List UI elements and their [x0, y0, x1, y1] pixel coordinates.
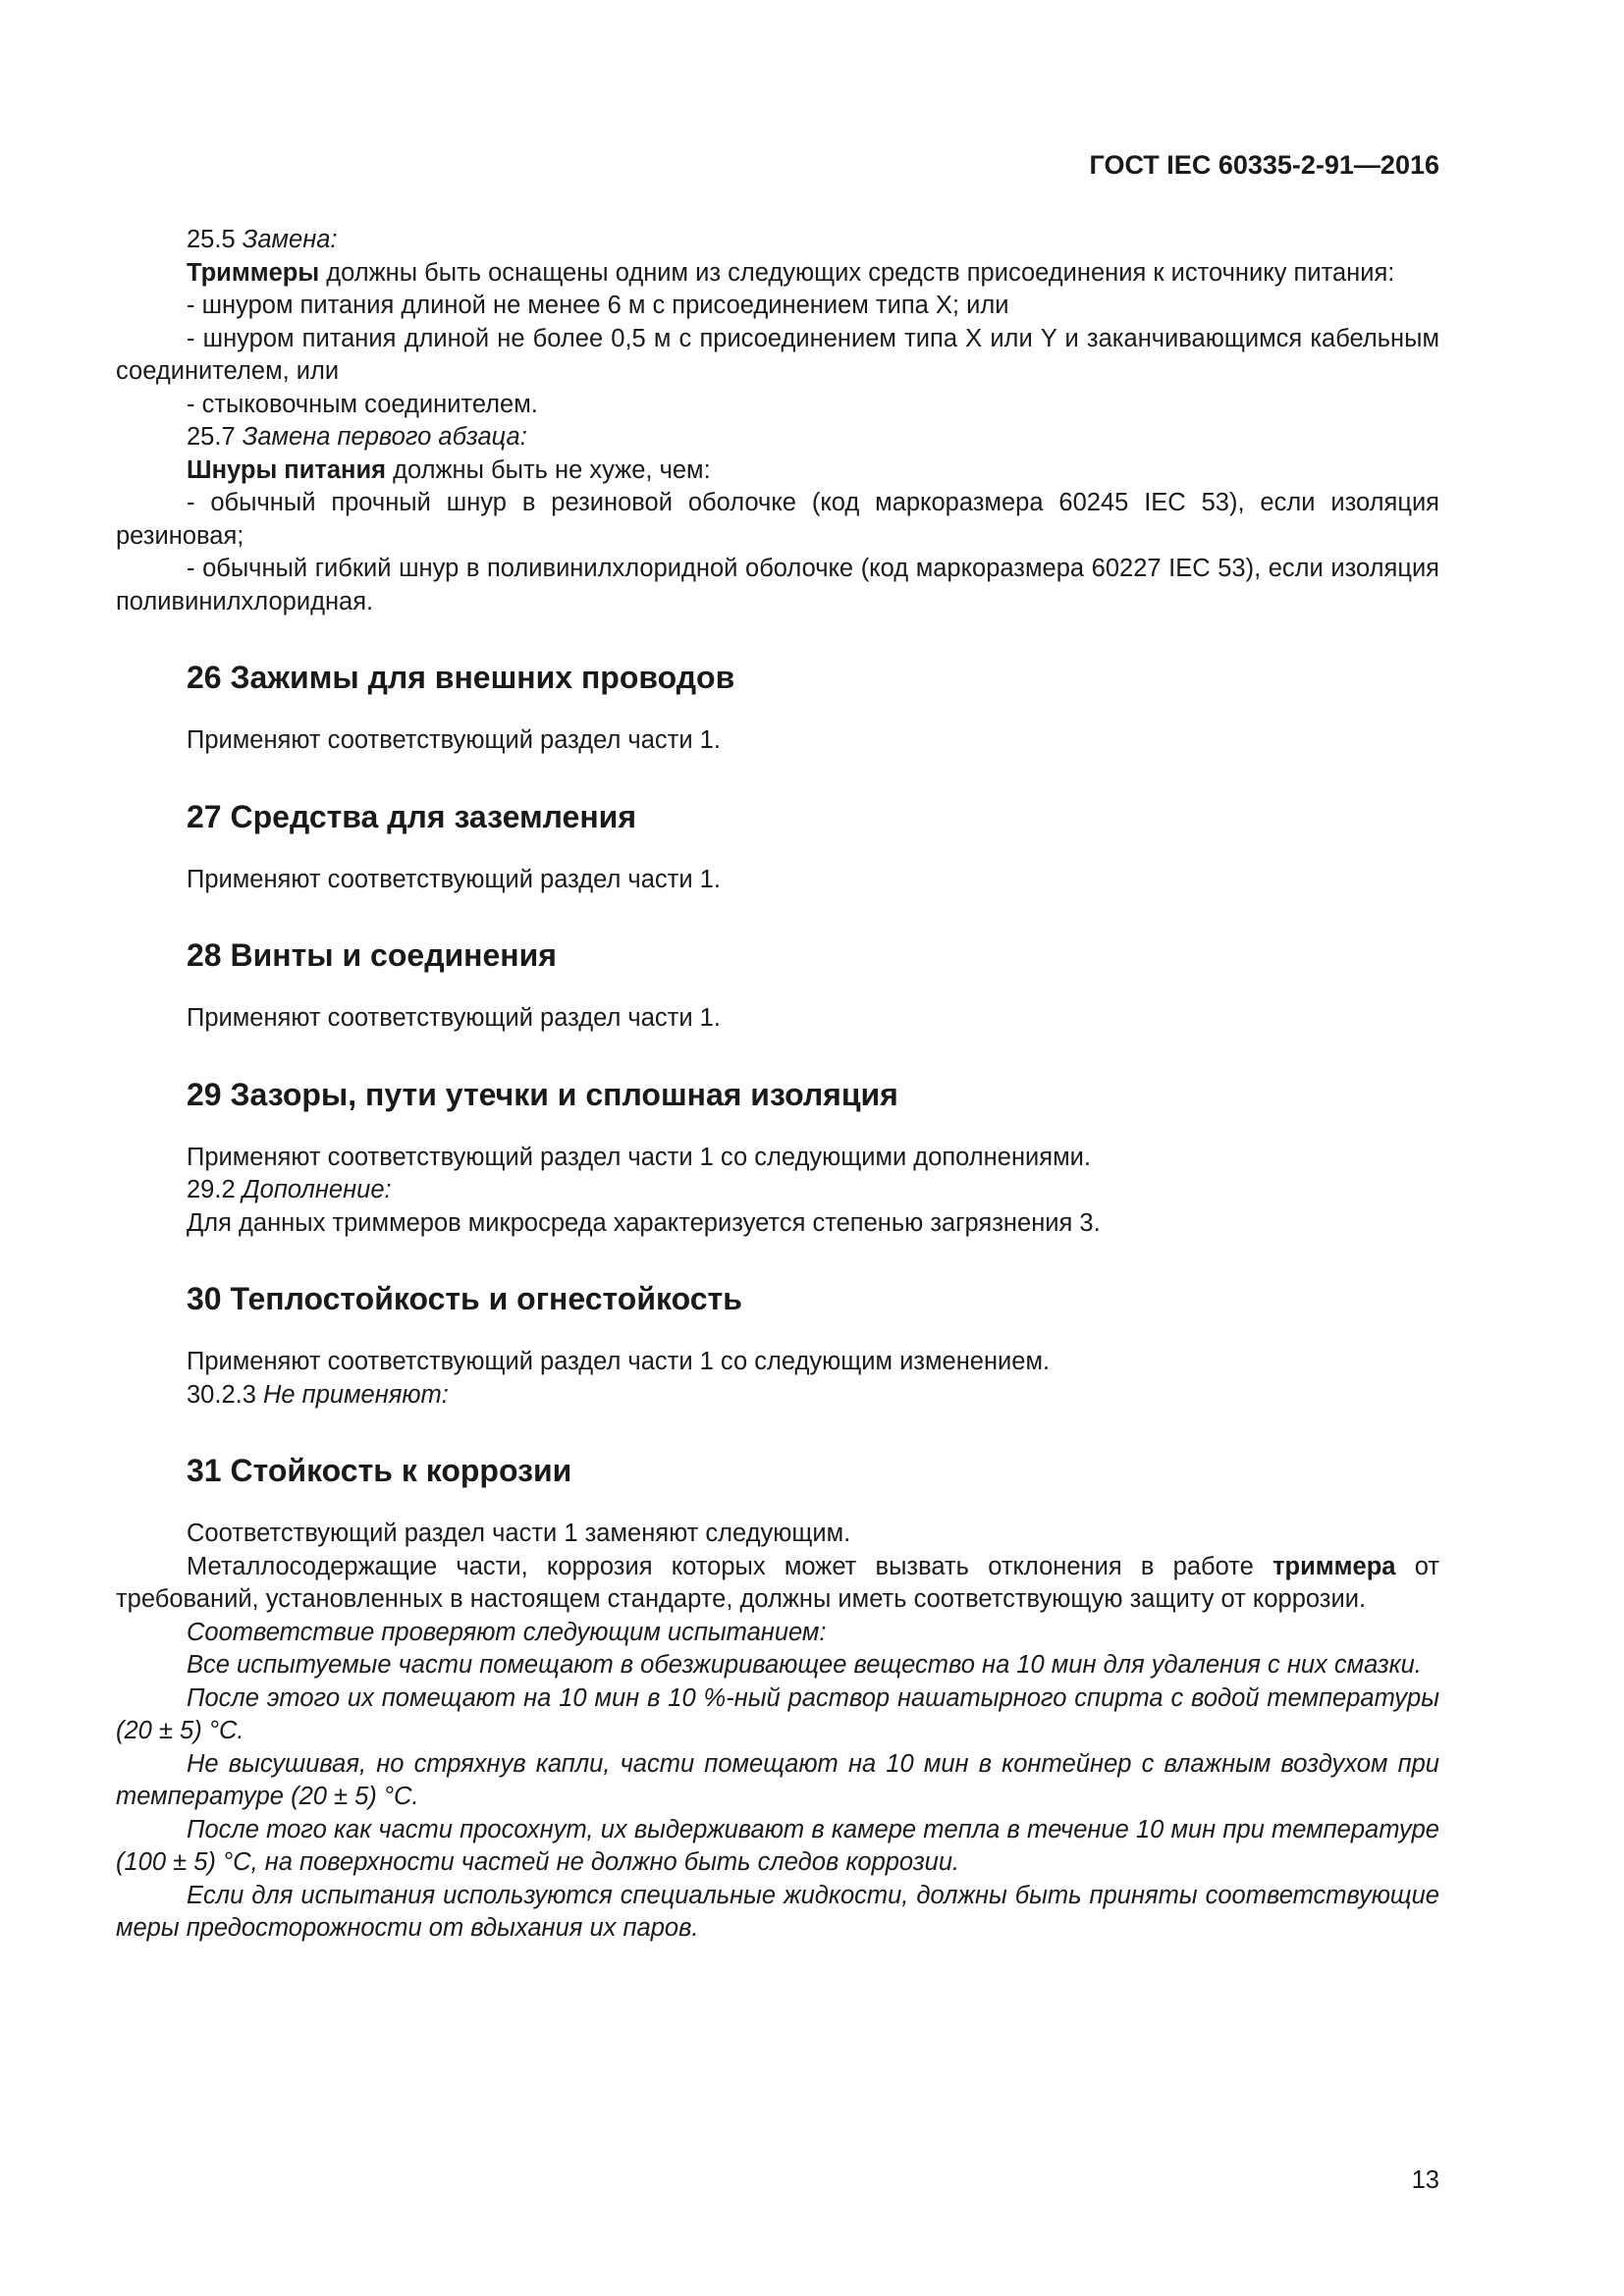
term-bold: Триммеры [187, 258, 320, 287]
section-29-text: Применяют соответствующий раздел части 1 со следующими дополнениями. [187, 1143, 1091, 1171]
paragraph-cords [116, 454, 1439, 488]
section-30-heading: 30 Теплостойкость и огнестойкость [187, 1281, 742, 1316]
clause-note: Не применяют: [262, 1380, 449, 1409]
clause-number: 25.7 [187, 423, 243, 451]
list-item: - шнуром питания длиной не более 0,5 м с присоединением типа X или Y и заканчивающимся кабельным соединителем, или [116, 324, 1439, 385]
list-item: - стыковочным соединителем. [187, 390, 538, 418]
section-26-heading: 26 Зажимы для внешних проводов [187, 660, 735, 695]
paragraph-text: от требований, установленных в настоящем стандарте, должны иметь соответствующую защиту от коррозии. [116, 1552, 1440, 1613]
section-31-paragraph [116, 1551, 1439, 1617]
clause-note: Замена: [242, 226, 338, 253]
clause-number: 30.2.3 [187, 1380, 263, 1409]
section-28-text: Применяют соответствующий раздел части 1. [187, 1004, 721, 1032]
term-bold: триммера [1272, 1552, 1396, 1580]
section-30-text: Применяют соответствующий раздел части 1 со следующим изменением. [187, 1348, 1051, 1375]
page-number: 13 [1411, 2166, 1439, 2194]
paragraph-text: должны быть не хуже, чем: [386, 455, 711, 484]
clause-30-2-3 [116, 1379, 1439, 1413]
section-28-heading: 28 Винты и соединения [187, 937, 557, 973]
document-body [116, 224, 1439, 1946]
clause-number: 29.2 [187, 1176, 243, 1203]
document-id-header: ГОСТ IEC 60335-2-91—2016 [1089, 150, 1439, 180]
test-paragraph: Если для испытания используются специальные жидкости, должны быть приняты соответствующие меры предосторожности от вдыхания их паров. [116, 1881, 1439, 1942]
clause-number: 25.5 [187, 226, 243, 253]
section-31-heading: 31 Стойкость к коррозии [187, 1453, 572, 1488]
clause-25-5 [116, 224, 1439, 257]
list-item: - обычный гибкий шнур в поливинилхлоридной оболочке (код маркоразмера 60227 IEC 53), если изоляция поливинилхлоридная. [116, 555, 1439, 615]
paragraph-text: должны быть оснащены одним из следующих средств присоединения к источнику питания: [319, 258, 1395, 287]
test-paragraph: После этого их помещают на 10 мин в 10 %-ный раствор нашатырного спирта с водой температуры (20 ± 5) °С. [116, 1683, 1439, 1744]
test-paragraph: После того как части просохнут, их выдерживают в камере тепла в течение 10 мин при температуре (100 ± 5) °С, на поверхности частей не должно быть следов коррозии. [116, 1815, 1439, 1876]
section-29-text-2: Для данных триммеров микросреда характеризуется степенью загрязнения 3. [187, 1208, 1101, 1237]
term-bold: Шнуры питания [187, 455, 387, 484]
clause-note: Дополнение: [242, 1176, 392, 1203]
section-26-text: Применяют соответствующий раздел части 1. [187, 726, 721, 754]
list-item: - обычный прочный шнур в резиновой оболочке (код маркоразмера 60245 IEC 53), если изоляция резиновая; [116, 489, 1439, 550]
clause-29-2 [116, 1174, 1439, 1207]
list-item: - шнуром питания длиной не менее 6 м с присоединением типа X; или [187, 292, 1009, 319]
section-29-heading: 29 Зазоры, пути утечки и сплошная изоляция [187, 1076, 898, 1112]
test-paragraph: Все испытуемые части помещают в обезжиривающее вещество на 10 мин для удаления с них смазки. [187, 1651, 1422, 1679]
section-31-text: Соответствующий раздел части 1 заменяют следующим. [187, 1520, 851, 1547]
test-paragraph: Не высушивая, но стряхнув капли, части помещают на 10 мин в контейнер с влажным воздухом при температуре (20 ± 5) °С. [116, 1749, 1439, 1810]
paragraph-text: Металлосодержащие части, коррозия которых может вызвать отклонения в работе [187, 1552, 1273, 1580]
section-27-text: Применяют соответствующий раздел части 1. [187, 865, 721, 893]
section-27-heading: 27 Средства для заземления [187, 798, 637, 834]
clause-note: Замена первого абзаца: [242, 423, 527, 451]
paragraph-trimmers [116, 257, 1439, 291]
test-paragraph: Соответствие проверяют следующим испытанием: [187, 1618, 827, 1646]
clause-25-7 [116, 421, 1439, 454]
